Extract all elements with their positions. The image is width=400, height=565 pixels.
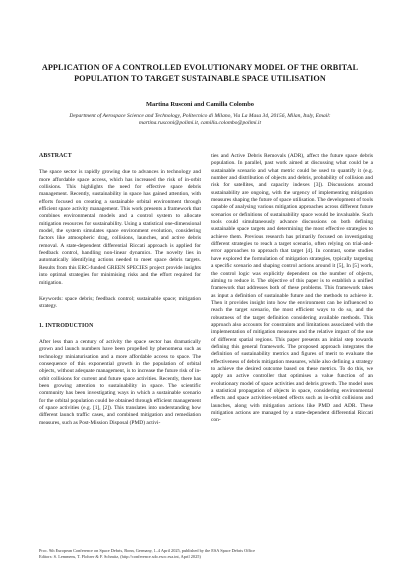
left-column — [39, 153, 201, 427]
paper-affiliation: Department of Aerospace Science and Technology, Politecnico di Milano, Via La Masa 34, 20156, Milan, Italy, Email: martina.rusconi@polimi.it, camilla.colombo@polimi.it — [69, 113, 331, 127]
abstract-heading: ABSTRACT — [39, 153, 72, 159]
introduction-heading: 1. INTRODUCTION — [39, 322, 94, 329]
footer-proceedings: Proc. 9th European Conference on Space Debris, Bonn, Germany, 1–4 April 2025, published by the ESA Space Debris Office — [39, 548, 255, 553]
right-column-text: ties and Active Debris Removals (ADR), affect the future space debris population. In parallel, past work aimed at discussing what could be a sustainable scenario and what metric could be used to quantify it (e.g. number and distribution of objects and debris, probability of collision and risk for satellites, and capacity indexes [3]). Discussions around sustainability are ongoing, with the urgency of implementing mitigation measures shaping the future of space utilisation. The development of tools capable of analysing various mitigation approaches across different future scenarios or definitions of sustainability space would be invaluable. Such tools could simultaneously advance discussions on both defining sustainable space targets and determining the most effective strategies to achieve them. Previous research has primarily focused on investigating different strategies to reach a target scenario, often relying on trial-and-error approaches to approach that target [4]. In contrast, some studies have explored the formulation of mitigation strategies, typically targeting a specific scenario and shaping control actions around it [5], In [5] work, the control logic was explicitly dependent on the number of objects, aiming to reduce it. The objective of this paper is to establish a unified framework that addresses both of these problems. This framework takes as input a definition of sustainable future and the methods to achieve it. Then it provides insight into how the environment can be influenced to reach the target scenario, the most efficient ways to do so, and the robustness of the target definition considering available methods. This approach also accounts for constraints and limitations associated with the implementation of mitigation measures and the relative impact of the use of different spatial regions. This paper presents an initial step towards defining this general framework. The proposed approach integrates the definition of sustainability metrics and figures of merit to evaluate the effectiveness of debris mitigation measures, while also defining a strategy to achieve the desired outcome based on these metrics. To do this, we apply an active controller that optimises a value function of an evolutionary model of space activities and debris growth. The model uses a statistical propagation of objects in space, considering environmental effects and space activities-related effects such as in-orbit collisions and launches, along with mitigation actions like PMD and ADR. These mitigation actions are managed by a state-dependent differential Riccati con- — [211, 153, 373, 424]
right-column — [211, 153, 373, 425]
introduction-text: After less than a century of activity the space sector has dramatically grown and launch numbers have been propelled by phenomena such as technology miniaturisation and a more affordable access to space. The consequence of this exponential growth in the population of orbital objects, without adequate management, is to increase the future risk of in-orbit collisions for current and future space activities. Recently, there has been growing attention to sustainability in space. The scientific community has been investigating ways in which a sustainable scenario for the orbital population could be obtained through efficient management of space activities (e.g. [1], [2]). This translates into understanding how different launch traffic cases, and combined mitigation and remediation measures, such as Post-Mission Disposal (PMD) activi- — [39, 338, 201, 426]
abstract-text: The space sector is rapidly growing due to advances in technology and more affordable space access, which has increased the risk of in-orbit collisions. This highlights the need for effective space debris management. Recently, sustainability in space has gained attention, with efforts focused on creating a sustainable orbital environment through efficient space activity management. This work presents a framework that combines environmental models and a control system to allocate mitigation resources for sustainability. Using a statistical one-dimensional model, the system simulates space environment evolution, considering factors like atmospheric drag, collisions, launches, and active debris removal. A state-dependent differential Riccati approach is applied for feedback control, handling non-linear dynamics. The novelty lies in automatically identifying actions needed to meet space debris targets. Results from this ERC-funded GREEN SPECIES project provide insights into optimal strategies for minimising risks and the effort required for mitigation. — [39, 169, 201, 286]
paper-authors: Martina Rusconi and Camilla Colombo — [146, 101, 254, 108]
footer-editors: Editors: S. Lemmens, T. Flohrer & F. Schmitz, (http://conference.sdo.esoc.esa.int, April 2025) — [39, 553, 201, 559]
page-footer — [39, 548, 369, 559]
keywords: Keywords: space debris; feedback control; sustainable space; mitigation strategy. — [39, 295, 201, 310]
paper-title: APPLICATION OF A CONTROLLED EVOLUTIONARY MODEL OF THE ORBITAL POPULATION TO TARGET SUSTAINABLE SPACE UTILISATION — [41, 63, 359, 83]
